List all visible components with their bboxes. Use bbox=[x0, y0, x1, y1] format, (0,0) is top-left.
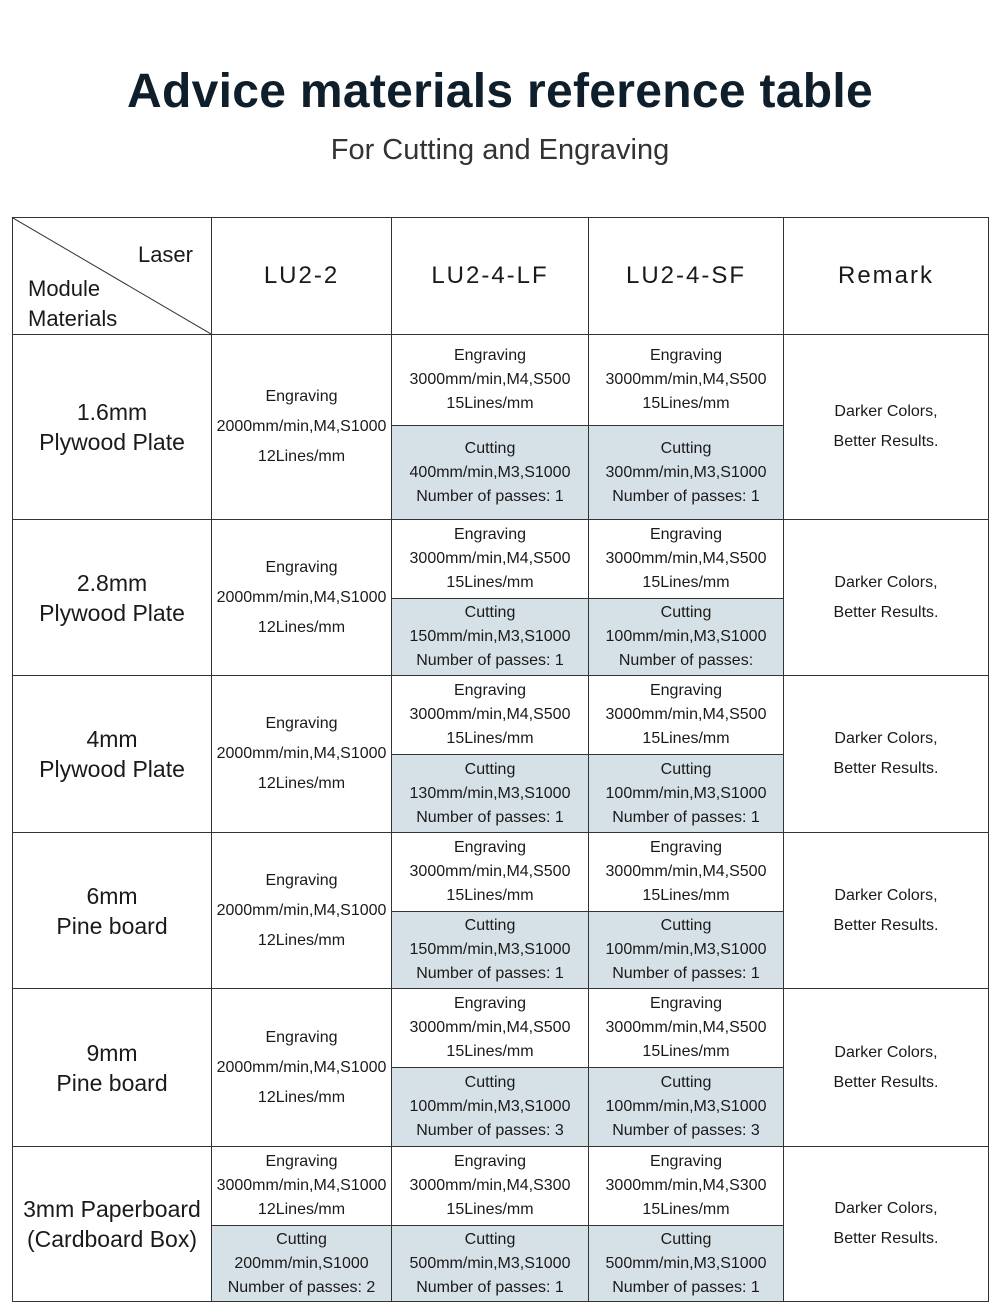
sf-cutting-cell: Cutting 100mm/min,M3,S1000 Number of passes: 3 bbox=[589, 1068, 784, 1147]
material-cell: 3mm Paperboard (Cardboard Box) bbox=[13, 1147, 212, 1302]
page-subtitle: For Cutting and Engraving bbox=[330, 134, 670, 166]
lf-cutting-cell: Cutting 400mm/min,M3,S1000 Number of passes: 1 bbox=[392, 426, 589, 520]
lf-cutting-cell: Cutting 500mm/min,M3,S1000 Number of passes: 1 bbox=[392, 1226, 589, 1302]
lf-engraving-cell: Engraving 3000mm/min,M4,S300 15Lines/mm bbox=[392, 1147, 589, 1226]
lf-cutting-cell: Cutting 150mm/min,M3,S1000 Number of passes: 1 bbox=[392, 599, 589, 676]
lf-cutting-cell: Cutting 100mm/min,M3,S1000 Number of passes: 3 bbox=[392, 1068, 589, 1147]
header-module-materials-label: Module Materials bbox=[28, 276, 118, 331]
remark-cell: Darker Colors, Better Results. bbox=[784, 833, 989, 989]
table-row bbox=[13, 335, 989, 426]
table-row bbox=[13, 676, 989, 755]
material-cell: 4mm Plywood Plate bbox=[13, 676, 212, 833]
lf-cutting-cell: Cutting 130mm/min,M3,S1000 Number of passes: 1 bbox=[392, 755, 589, 833]
page-title: Advice materials reference table bbox=[127, 65, 873, 118]
sf-cutting-cell: Cutting 500mm/min,M3,S1000 Number of passes: 1 bbox=[589, 1226, 784, 1302]
header-row bbox=[13, 218, 989, 335]
lu2-2-engraving-cell: Engraving 3000mm/min,M4,S1000 12Lines/mm bbox=[212, 1147, 392, 1226]
lf-engraving-cell: Engraving 3000mm/min,M4,S500 15Lines/mm bbox=[392, 335, 589, 426]
remark-cell: Darker Colors, Better Results. bbox=[784, 335, 989, 520]
material-cell: 6mm Pine board bbox=[13, 833, 212, 989]
header-corner-cell bbox=[13, 218, 212, 335]
materials-table bbox=[12, 217, 989, 1302]
remark-cell: Darker Colors, Better Results. bbox=[784, 1147, 989, 1302]
table-row bbox=[13, 833, 989, 912]
material-cell: 1.6mm Plywood Plate bbox=[13, 335, 212, 520]
lu2-2-engraving-cell: Engraving 2000mm/min,M4,S1000 12Lines/mm bbox=[212, 676, 392, 833]
column-header-lu2-4-sf: LU2-4-SF bbox=[589, 218, 784, 335]
column-header-lu2-2: LU2-2 bbox=[212, 218, 392, 335]
sf-cutting-cell: Cutting 100mm/min,M3,S1000 Number of passes: 1 bbox=[589, 912, 784, 989]
sf-cutting-cell: Cutting 100mm/min,M3,S1000 Number of passes: bbox=[589, 599, 784, 676]
sf-engraving-cell: Engraving 3000mm/min,M4,S500 15Lines/mm bbox=[589, 520, 784, 599]
lu2-2-engraving-cell: Engraving 2000mm/min,M4,S1000 12Lines/mm bbox=[212, 335, 392, 520]
lf-cutting-cell: Cutting 150mm/min,M3,S1000 Number of passes: 1 bbox=[392, 912, 589, 989]
remark-cell: Darker Colors, Better Results. bbox=[784, 520, 989, 676]
column-header-lu2-4-lf: LU2-4-LF bbox=[392, 218, 589, 335]
lf-engraving-cell: Engraving 3000mm/min,M4,S500 15Lines/mm bbox=[392, 676, 589, 755]
sf-engraving-cell: Engraving 3000mm/min,M4,S500 15Lines/mm bbox=[589, 989, 784, 1068]
lu2-2-cutting-cell: Cutting 200mm/min,S1000 Number of passes: 2 bbox=[212, 1226, 392, 1302]
lu2-2-engraving-cell: Engraving 2000mm/min,M4,S1000 12Lines/mm bbox=[212, 520, 392, 676]
lu2-2-engraving-cell: Engraving 2000mm/min,M4,S1000 12Lines/mm bbox=[212, 833, 392, 989]
sf-engraving-cell: Engraving 3000mm/min,M4,S500 15Lines/mm bbox=[589, 335, 784, 426]
lu2-2-engraving-cell: Engraving 2000mm/min,M4,S1000 12Lines/mm bbox=[212, 989, 392, 1147]
header-laser-label: Laser bbox=[137, 242, 193, 267]
sf-engraving-cell: Engraving 3000mm/min,M4,S300 15Lines/mm bbox=[589, 1147, 784, 1226]
material-cell: 9mm Pine board bbox=[13, 989, 212, 1147]
sf-engraving-cell: Engraving 3000mm/min,M4,S500 15Lines/mm bbox=[589, 833, 784, 912]
lf-engraving-cell: Engraving 3000mm/min,M4,S500 15Lines/mm bbox=[392, 989, 589, 1068]
remark-cell: Darker Colors, Better Results. bbox=[784, 676, 989, 833]
lf-engraving-cell: Engraving 3000mm/min,M4,S500 15Lines/mm bbox=[392, 833, 589, 912]
table-row bbox=[13, 520, 989, 599]
sf-cutting-cell: Cutting 100mm/min,M3,S1000 Number of passes: 1 bbox=[589, 755, 784, 833]
material-cell: 2.8mm Plywood Plate bbox=[13, 520, 212, 676]
sf-cutting-cell: Cutting 300mm/min,M3,S1000 Number of passes: 1 bbox=[589, 426, 784, 520]
table-row bbox=[13, 989, 989, 1068]
column-header-remark: Remark bbox=[784, 218, 989, 335]
sf-engraving-cell: Engraving 3000mm/min,M4,S500 15Lines/mm bbox=[589, 676, 784, 755]
table-row bbox=[13, 1147, 989, 1226]
remark-cell: Darker Colors, Better Results. bbox=[784, 989, 989, 1147]
lf-engraving-cell: Engraving 3000mm/min,M4,S500 15Lines/mm bbox=[392, 520, 589, 599]
